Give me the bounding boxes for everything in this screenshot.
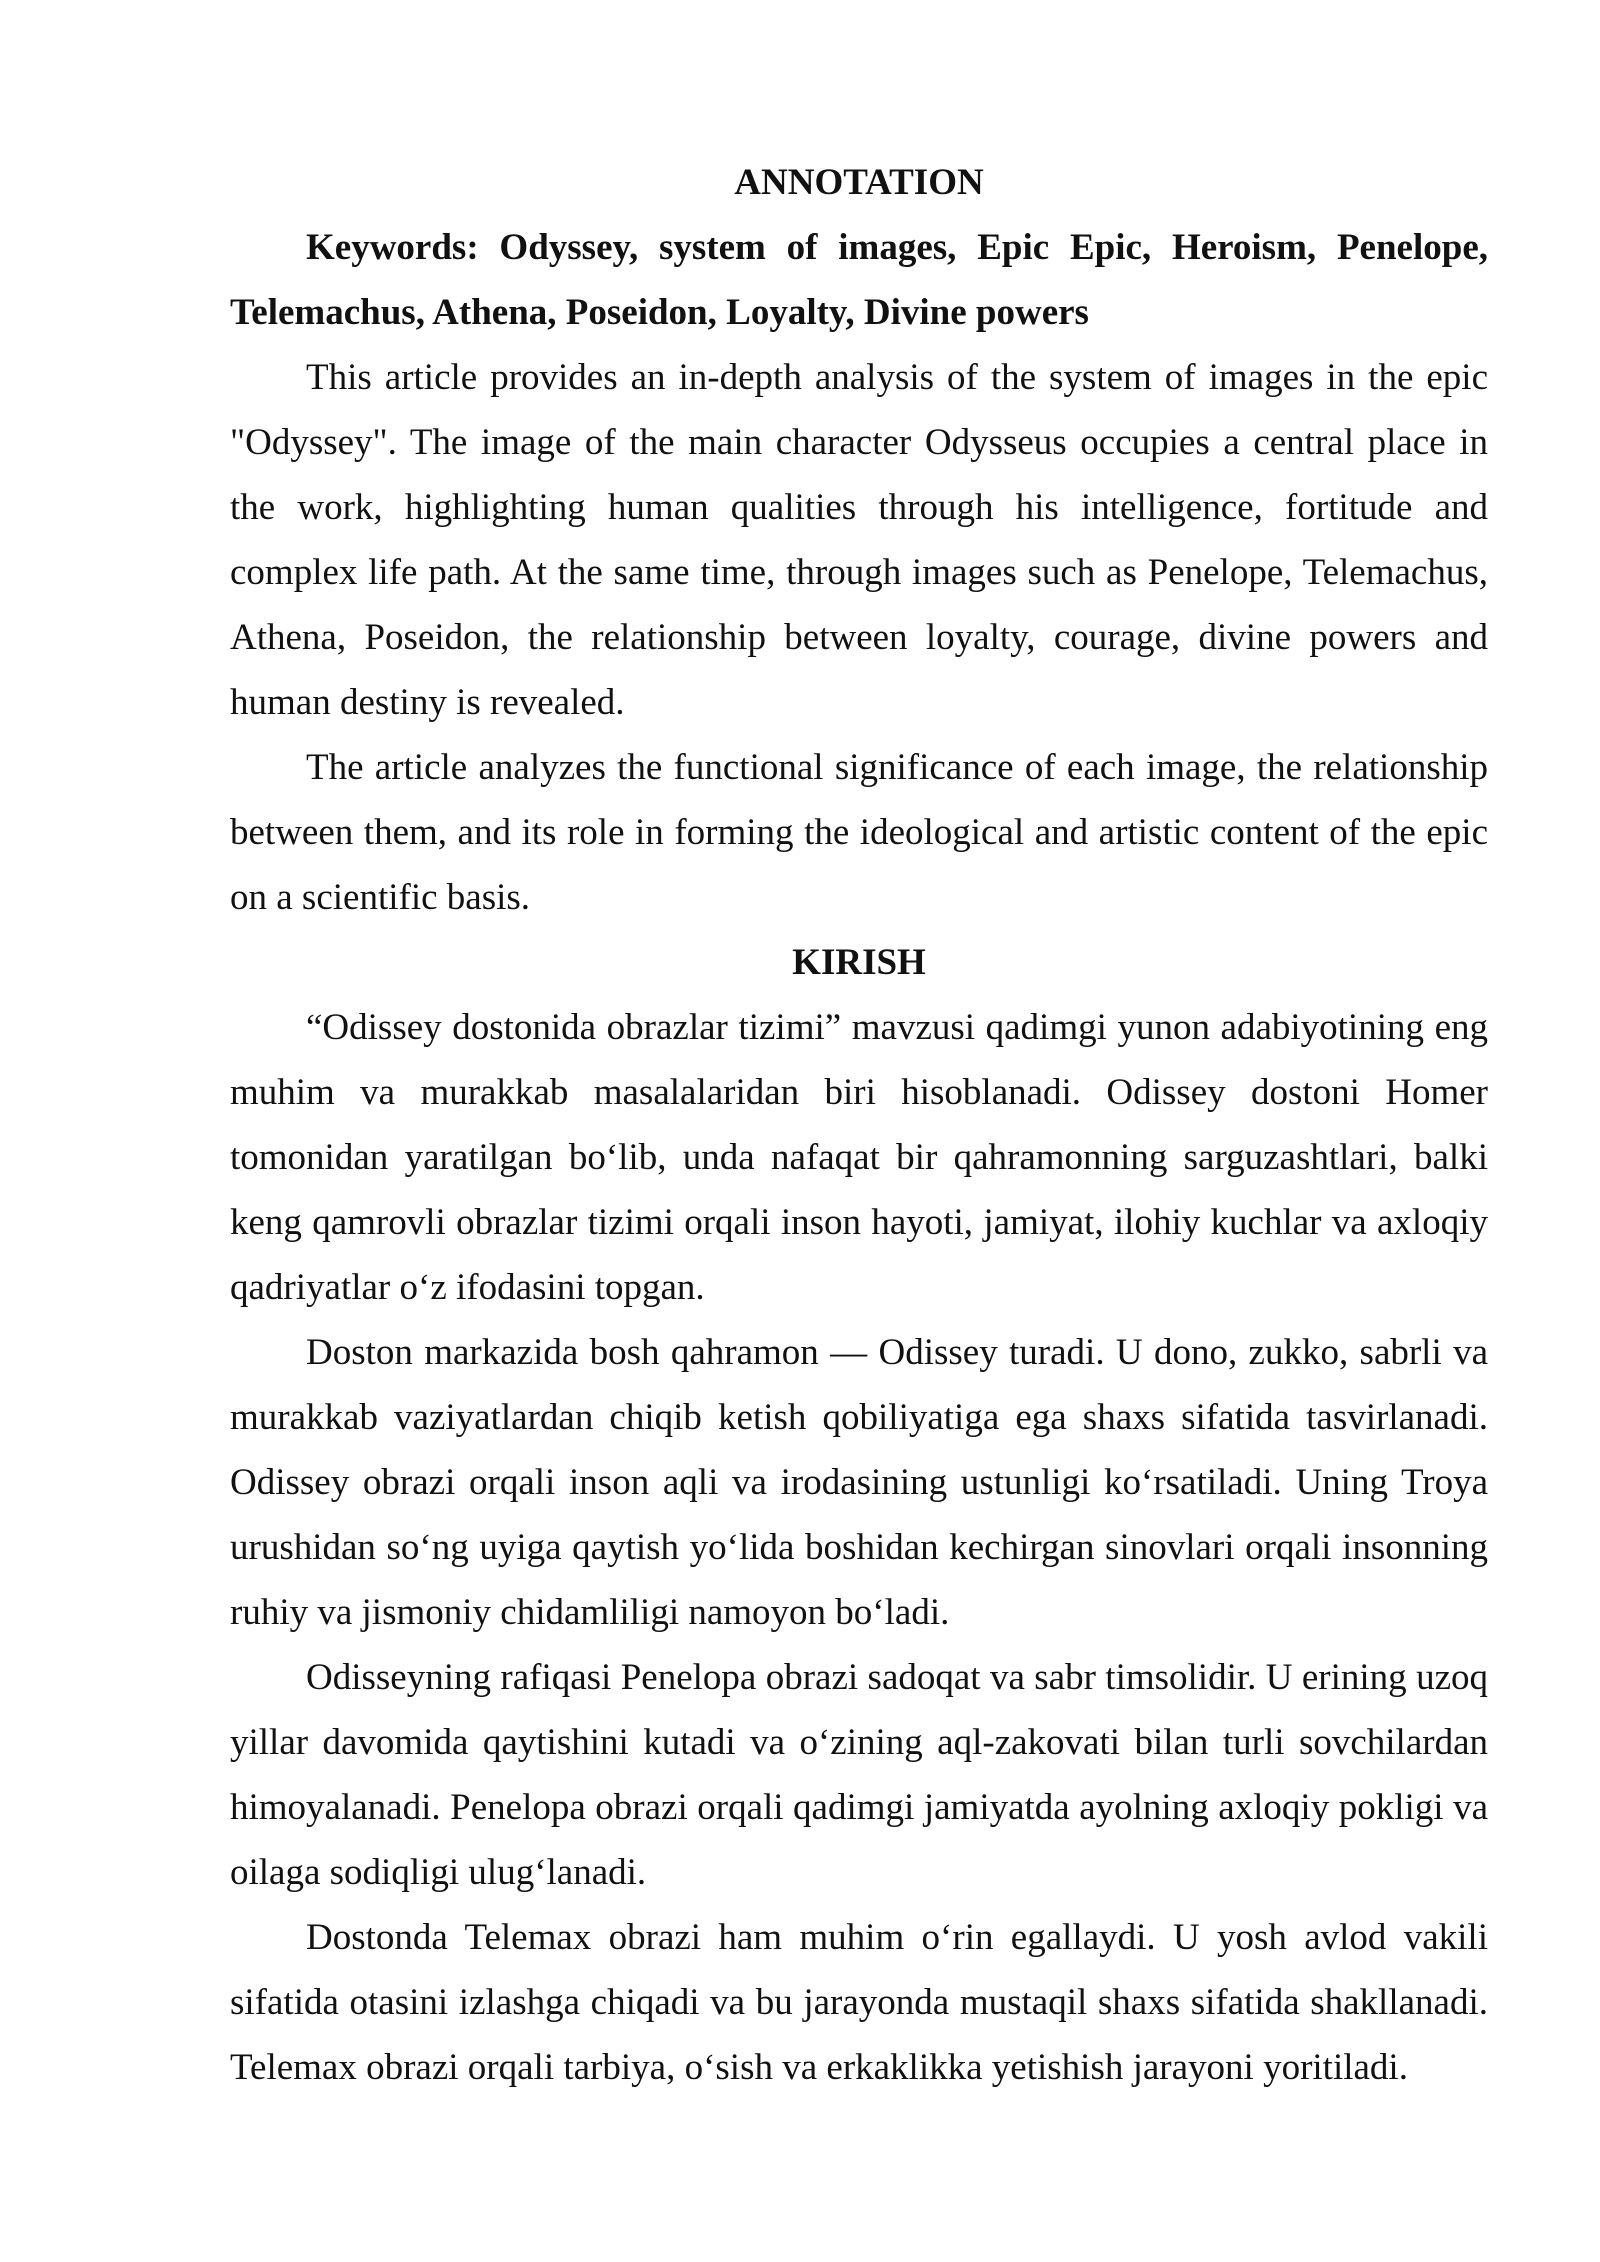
kirish-paragraph-3: Odisseyning rafiqasi Penelopa obrazi sadoqat va sabr timsolidir. U erining uzoq yillar davomida qaytishini kutadi va o‘zining aql-zakovati bilan turli sovchilardan himoyalanadi. Penelopa obrazi orqali qadimgi jamiyatda ayolning axloqiy pokligi va oilaga sodiqligi ulug‘lanadi. (230, 1657, 1488, 1893)
kirish-paragraph-2: Doston markazida bosh qahramon — Odissey turadi. U dono, zukko, sabrli va murakkab vaziyatlardan chiqib ketish qobiliyatiga ega shaxs sifatida tasvirlanadi. Odissey obrazi orqali inson aqli va irodasining ustunligi ko‘rsatiladi. Uning Troya urushidan so‘ng uyiga qaytish yo‘lida boshidan kechirgan sinovlari orqali insonning ruhiy va jismoniy chidamliligi namoyon bo‘ladi. (230, 1332, 1488, 1633)
keywords-paragraph: Keywords: Odyssey, system of images, Epic Epic, Heroism, Penelope, Telemachus, Athena, Poseidon, Loyalty, Divine powers (230, 227, 1488, 333)
document-page (230, 150, 1488, 2100)
annotation-heading: ANNOTATION (734, 162, 984, 203)
kirish-paragraph-1: “Odissey dostonida obrazlar tizimi” mavzusi qadimgi yunon adabiyotining eng muhim va murakkab masalalaridan biri hisoblanadi. Odissey dostoni Homer tomonidan yaratilgan bo‘lib, unda nafaqat bir qahramonning sarguzashtlari, balki keng qamrovli obrazlar tizimi orqali inson hayoti, jamiyat, ilohiy kuchlar va axloqiy qadriyatlar o‘z ifodasini topgan. (230, 1007, 1488, 1308)
kirish-heading: KIRISH (792, 942, 926, 983)
kirish-paragraph-4: Dostonda Telemax obrazi ham muhim o‘rin egallaydi. U yosh avlod vakili sifatida otasini izlashga chiqadi va bu jarayonda mustaqil shaxs sifatida shakllanadi. Telemax obrazi orqali tarbiya, o‘sish va erkaklikka yetishish jarayoni yoritiladi. (230, 1917, 1488, 2088)
annotation-paragraph-2: The article analyzes the functional significance of each image, the relationship between them, and its role in forming the ideological and artistic content of the epic on a scientific basis. (230, 747, 1488, 918)
annotation-paragraph-1: This article provides an in-depth analysis of the system of images in the epic "Odyssey". The image of the main character Odysseus occupies a central place in the work, highlighting human qualities through his intelligence, fortitude and complex life path. At the same time, through images such as Penelope, Telemachus, Athena, Poseidon, the relationship between loyalty, courage, divine powers and human destiny is revealed. (230, 357, 1488, 723)
